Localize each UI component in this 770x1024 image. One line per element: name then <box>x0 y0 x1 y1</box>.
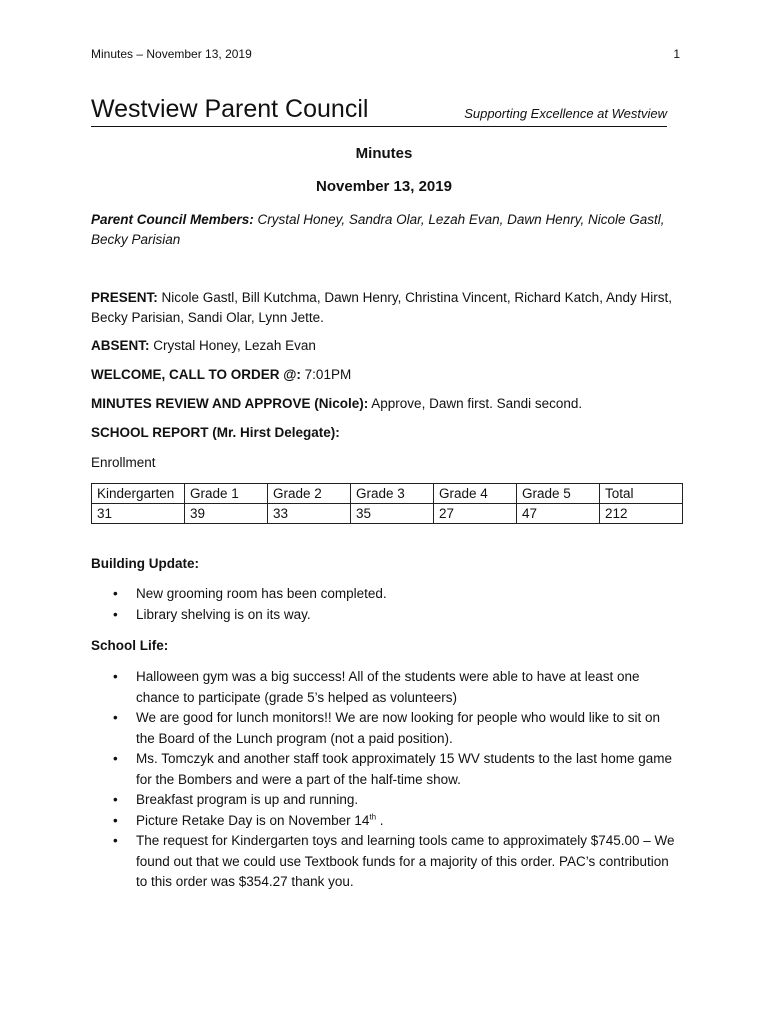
table-cell: 33 <box>268 504 351 524</box>
document-heading: Minutes <box>355 145 413 162</box>
bullet-icon: • <box>113 751 118 766</box>
building-update-heading: Building Update: <box>91 556 199 571</box>
table-cell: 31 <box>92 504 185 524</box>
enrollment-label: Enrollment <box>91 455 156 470</box>
organization-title: Westview Parent Council <box>91 95 369 123</box>
bullet-icon: • <box>113 586 118 601</box>
list-item: • Picture Retake Day is on November 14th . <box>91 811 676 832</box>
members-text: Crystal Honey, Sandra Olar, Lezah Evan, Dawn Henry, Nicole Gastl, Becky Parisian <box>91 212 665 247</box>
minutes-review-paragraph <box>91 394 681 414</box>
page-number: 1 <box>673 47 680 61</box>
minutes-review-label: MINUTES REVIEW AND APPROVE (Nicole): <box>91 396 369 411</box>
table-header-cell: Grade 1 <box>185 484 268 504</box>
list-item: • New grooming room has been completed. <box>91 584 676 605</box>
bullet-icon: • <box>113 669 118 684</box>
absent-paragraph <box>91 336 681 356</box>
table-header-cell: Grade 5 <box>517 484 600 504</box>
organization-tagline: Supporting Excellence at Westview <box>464 106 667 121</box>
welcome-label: WELCOME, CALL TO ORDER @: <box>91 367 301 382</box>
bullet-icon: • <box>113 833 118 848</box>
school-life-heading: School Life: <box>91 638 169 653</box>
document-date: November 13, 2019 <box>316 178 452 195</box>
absent-label: ABSENT: <box>91 338 150 353</box>
school-life-list <box>91 667 676 893</box>
bullet-icon: • <box>113 710 118 725</box>
welcome-paragraph <box>91 365 681 385</box>
list-item: • Breakfast program is up and running. <box>91 790 676 811</box>
table-header-cell: Total <box>600 484 683 504</box>
present-label: PRESENT: <box>91 290 158 305</box>
table-header-cell: Grade 3 <box>351 484 434 504</box>
table-header-cell: Kindergarten <box>92 484 185 504</box>
table-row <box>92 504 683 524</box>
members-label: Parent Council Members: <box>91 212 254 227</box>
bullet-icon: • <box>113 812 118 828</box>
building-update-list <box>91 584 676 625</box>
list-item: • The request for Kindergarten toys and learning tools came to approximately $745.00 – We found out that we could use Textbook funds for a majority of this order. PAC’s contribution to this order was $354.27 thank you. <box>113 833 675 889</box>
bullet-icon: • <box>113 792 118 807</box>
enrollment-table <box>91 483 683 524</box>
table-header-cell: Grade 2 <box>268 484 351 504</box>
table-cell: 212 <box>600 504 683 524</box>
present-text: Nicole Gastl, Bill Kutchma, Dawn Henry, Christina Vincent, Richard Katch, Andy Hirst, Becky Parisian, Sandi Olar, Lynn Jette. <box>91 290 672 325</box>
list-item: • Halloween gym was a big success! All of the students were able to have at least one chance to participate (grade 5’s helped as volunteers) <box>113 669 640 705</box>
members-paragraph <box>91 210 681 250</box>
absent-text: Crystal Honey, Lezah Evan <box>149 338 316 353</box>
table-cell: 47 <box>517 504 600 524</box>
list-item: • Library shelving is on its way. <box>91 605 676 626</box>
table-cell: 39 <box>185 504 268 524</box>
table-header-cell: Grade 4 <box>434 484 517 504</box>
welcome-text: 7:01PM <box>300 367 352 382</box>
running-header: Minutes – November 13, 2019 <box>91 47 252 61</box>
school-report-heading: SCHOOL REPORT (Mr. Hirst Delegate): <box>91 425 340 440</box>
minutes-review-text: Approve, Dawn first. Sandi second. <box>368 396 583 411</box>
bullet-icon: • <box>113 606 118 622</box>
present-paragraph <box>91 288 681 328</box>
ordinal-suffix: th <box>369 812 377 821</box>
table-cell: 35 <box>351 504 434 524</box>
table-header-row <box>92 484 683 504</box>
list-item: • We are good for lunch monitors!! We are now looking for people who would like to sit on the Board of the Lunch program (not a paid position). <box>113 710 661 746</box>
table-cell: 27 <box>434 504 517 524</box>
title-banner <box>91 94 667 127</box>
list-item: • Ms. Tomczyk and another staff took approximately 15 WV students to the last home game for the Bombers and were a part of the half-time show. <box>113 751 673 787</box>
